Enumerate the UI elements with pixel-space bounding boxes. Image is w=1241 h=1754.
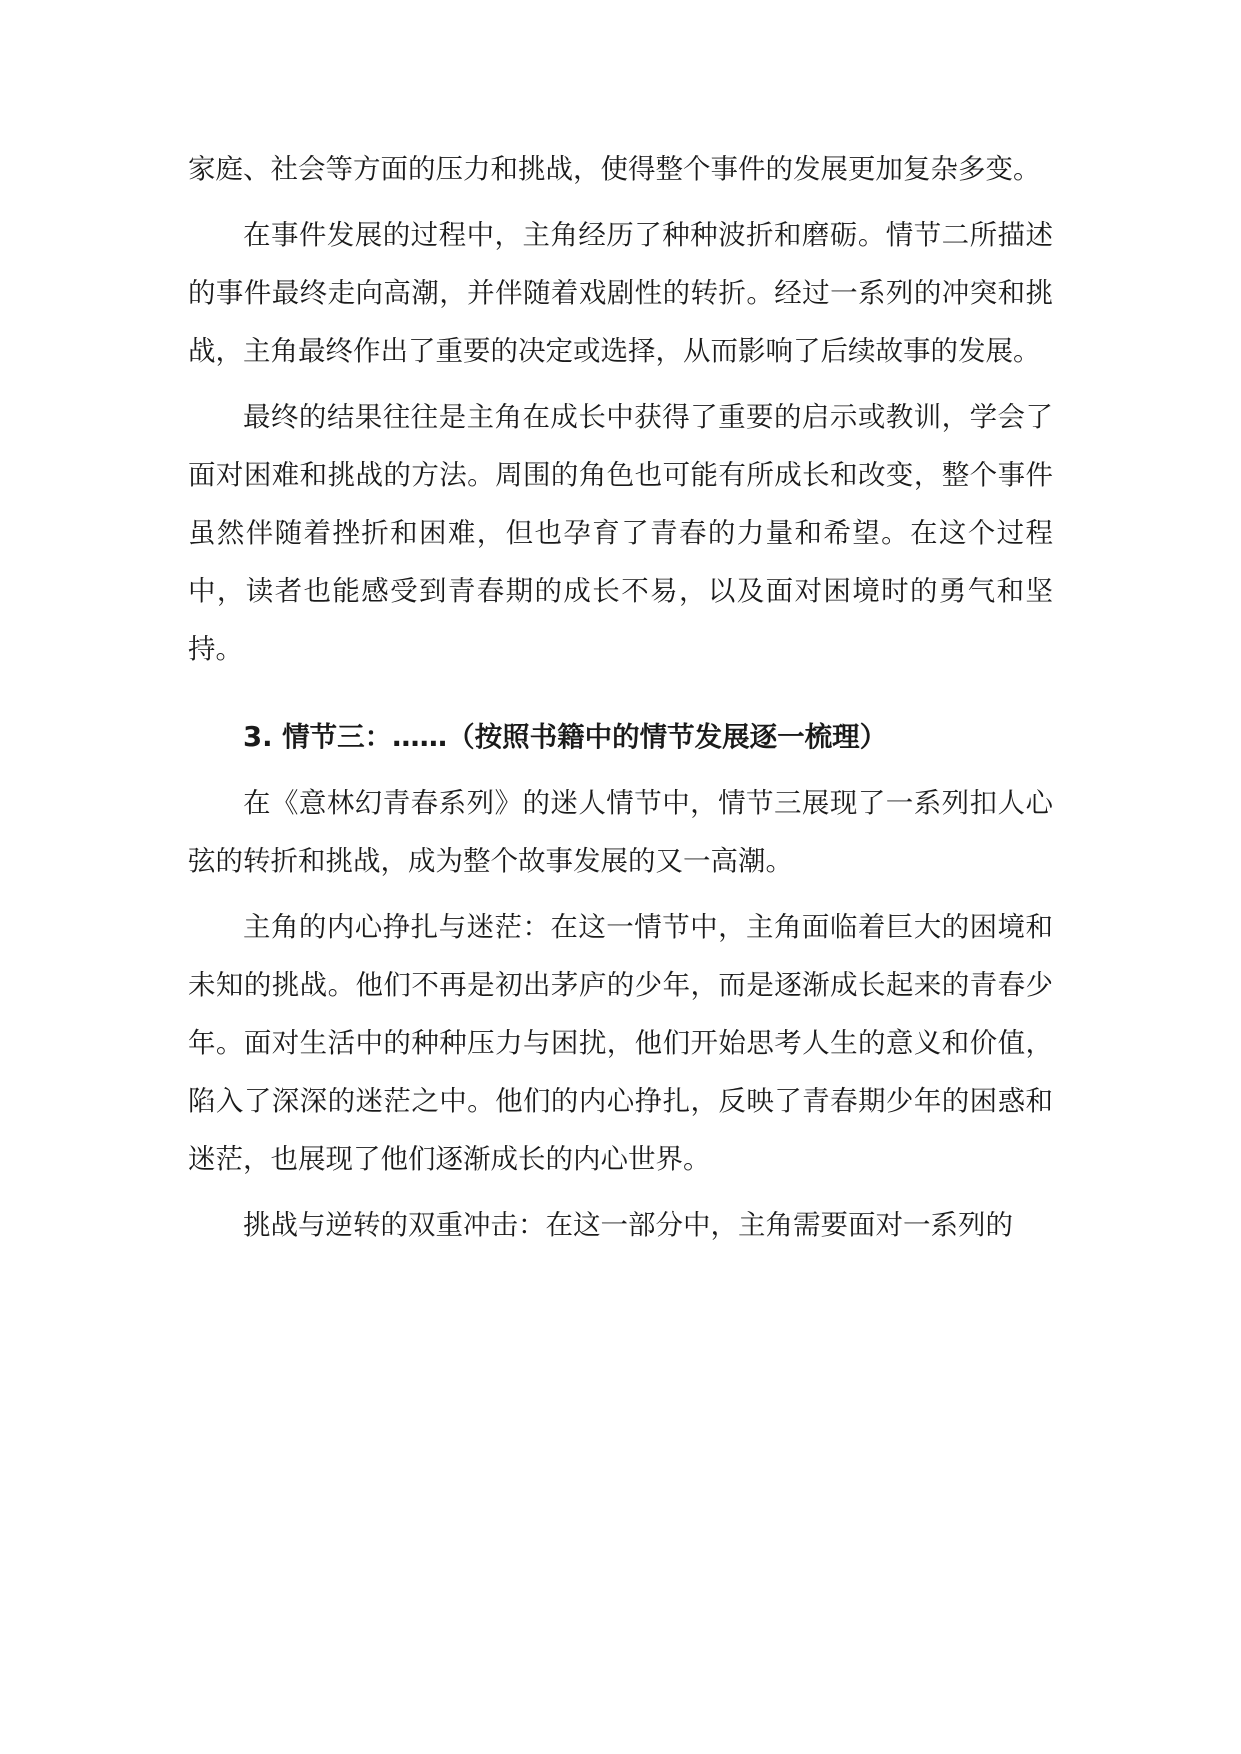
paragraph-challenge-reversal: 挑战与逆转的双重冲击：在这一部分中，主角需要面对一系列的 bbox=[243, 1209, 1013, 1241]
section-heading: 3. 情节三：……（按照书籍中的情节发展逐一梳理） bbox=[243, 721, 888, 753]
paragraph-events-development: 在事件发展的过程中，主角经历了种种波折和磨砺。情节二所描述的事件最终走向高潮，并伴随着戏剧性的转折。经过一系列的冲突和挑战，主角最终作出了重要的决定或选择，从而影响了后续故事的发展。 bbox=[188, 219, 1053, 367]
paragraph-continuation: 家庭、社会等方面的压力和挑战，使得整个事件的发展更加复杂多变。 bbox=[188, 153, 1041, 185]
document-body bbox=[188, 140, 1053, 1262]
paragraph-inner-struggle: 主角的内心挣扎与迷茫：在这一情节中，主角面临着巨大的困境和未知的挑战。他们不再是初出茅庐的少年，而是逐渐成长起来的青春少年。面对生活中的种种压力与困扰，他们开始思考人生的意义和价值，陷入了深深的迷茫之中。他们的内心挣扎，反映了青春期少年的困惑和迷茫，也展现了他们逐渐成长的内心世界。 bbox=[188, 911, 1053, 1175]
paragraph-section-intro: 在《意林幻青春系列》的迷人情节中，情节三展现了一系列扣人心弦的转折和挑战，成为整个故事发展的又一高潮。 bbox=[188, 787, 1053, 877]
paragraph-final-result: 最终的结果往往是主角在成长中获得了重要的启示或教训，学会了面对困难和挑战的方法。周围的角色也可能有所成长和改变，整个事件虽然伴随着挫折和困难，但也孕育了青春的力量和希望。在这个过程中，读者也能感受到青春期的成长不易，以及面对困境时的勇气和坚持。 bbox=[188, 401, 1053, 665]
